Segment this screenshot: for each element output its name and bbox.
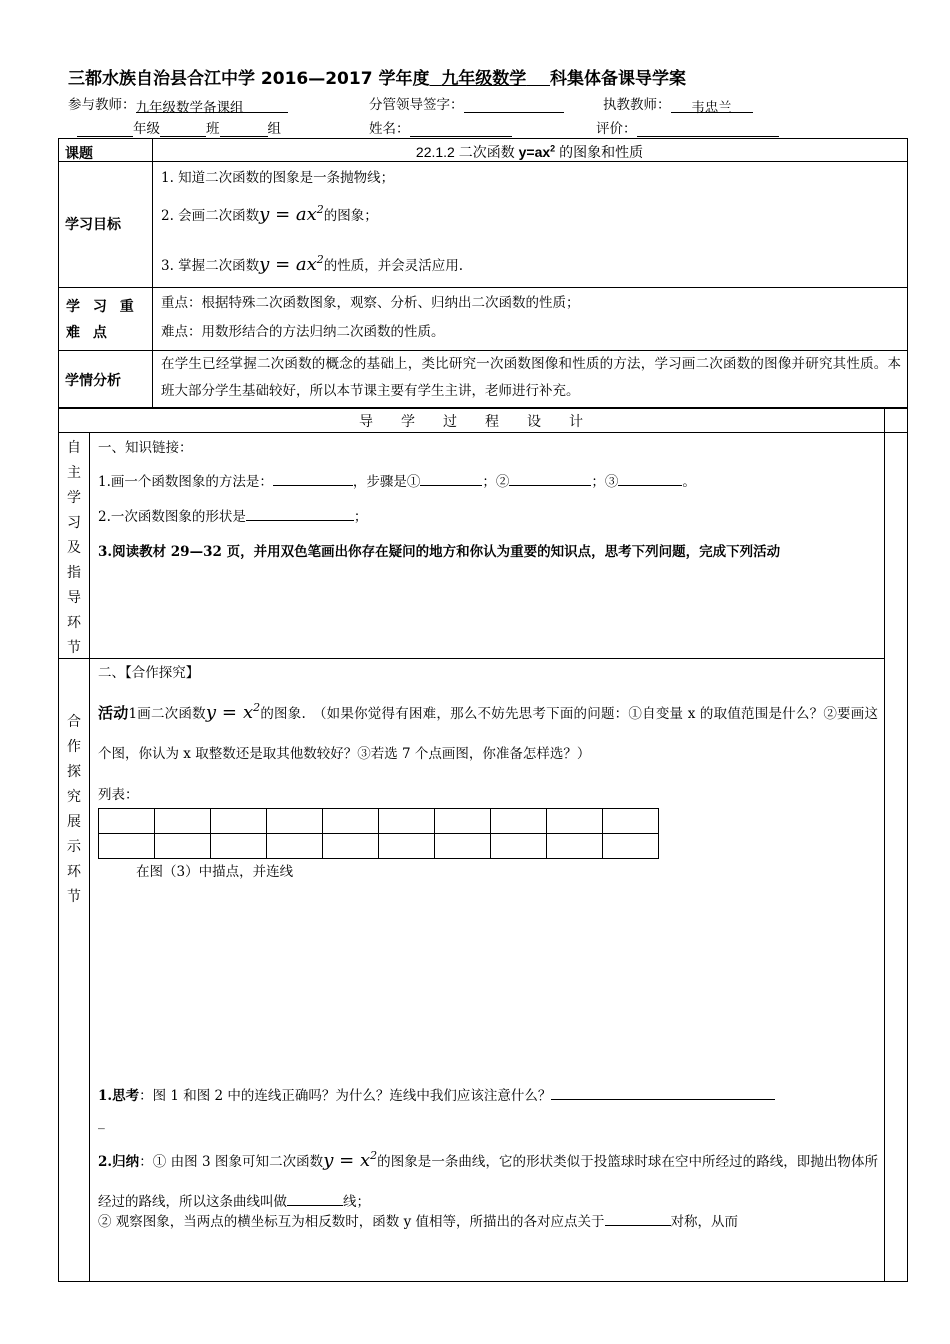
- observe: ② 观察图象，当两点的横坐标互为相反数时，函数 y 值相等，所描出的各对应点关于 对称，从而: [98, 1208, 738, 1236]
- right-margin-line: [884, 407, 885, 1281]
- keypoint-1: 重点：根据特殊二次函数图象，观察、分析、归纳出二次函数的性质；: [161, 295, 580, 311]
- table-cell[interactable]: [491, 834, 547, 859]
- goal-3: 3. 掌握二次函数$y = ax^2$的性质，并会灵活应用.: [161, 253, 464, 275]
- answer-blank[interactable]: [420, 471, 482, 486]
- topic-label: 课题: [65, 146, 93, 162]
- answer-blank[interactable]: [273, 471, 353, 486]
- table-cell[interactable]: [267, 809, 323, 834]
- name-line: 姓名：: [369, 117, 512, 137]
- row-line: [58, 287, 907, 288]
- keypoints-label: 学 习 重 难 点: [66, 299, 138, 341]
- student-info-line: 年级 班 组: [77, 117, 281, 137]
- table-cell[interactable]: [267, 834, 323, 859]
- table-cell[interactable]: [155, 809, 211, 834]
- goal-1: 1. 知道二次函数的图象是一条抛物线；: [161, 170, 395, 186]
- table-row: [99, 834, 659, 859]
- table-cell[interactable]: [603, 834, 659, 859]
- title-prefix: 三都水族自治县合江中学 2016—2017 学年度: [68, 69, 430, 89]
- instructor: 执教教师： 韦忠兰: [603, 93, 753, 113]
- table-cell[interactable]: [99, 809, 155, 834]
- list-label: 列表：: [98, 787, 139, 803]
- class-field[interactable]: [160, 120, 206, 137]
- table-cell[interactable]: [211, 809, 267, 834]
- plot-instruction: 在图（3）中描点，并连线: [136, 864, 294, 880]
- section2-title: 二、【合作探究】: [98, 665, 200, 681]
- analysis-text: 在学生已经掌握二次函数的概念的基础上，类比研究一次函数图像和性质的方法，学习画二次函数的图像并研究其性质。本班大部分学生基础较好，所以本节课主要有学生主讲，老师进行补充。: [161, 356, 901, 399]
- table-cell[interactable]: [547, 834, 603, 859]
- leader-sign-field[interactable]: [464, 96, 564, 113]
- answer-blank[interactable]: [287, 1191, 343, 1206]
- instructor-value: 韦忠兰: [671, 96, 753, 113]
- table-cell[interactable]: [379, 834, 435, 859]
- formula-y-x2: $y = x^2$: [323, 1149, 378, 1171]
- table-cell[interactable]: [491, 809, 547, 834]
- evaluation-line: 评价：: [596, 117, 779, 137]
- question-2: 2.一次函数图象的形状是 ；: [98, 503, 367, 531]
- group-field[interactable]: [220, 120, 268, 137]
- evaluation-field[interactable]: [637, 120, 779, 137]
- answer-blank[interactable]: [246, 506, 354, 521]
- question-1: 1.画一个函数图象的方法是： ，步骤是① ；② ；③ 。: [98, 468, 696, 496]
- goals-label: 学习目标: [65, 217, 121, 233]
- analysis-label: 学情分析: [65, 373, 121, 389]
- document-title: [68, 64, 686, 89]
- title-subject: 九年级数学: [441, 69, 527, 89]
- table-cell[interactable]: [603, 809, 659, 834]
- formula-y-ax2: $y = ax^2$: [259, 203, 324, 225]
- summary: 2.归纳：① 由图 3 图象可知二次函数$y = x^2$的图象是一条曲线，它的形状类似于投篮球时球在空中所经过的路线，即抛出物体所经过的路线，所以这条曲线叫做 线；: [98, 1149, 878, 1210]
- teachers-value: 九年级数学备课组: [136, 96, 288, 113]
- table-cell[interactable]: [435, 834, 491, 859]
- answer-blank[interactable]: [618, 471, 682, 486]
- process-heading: 导 学 过 程 设 计: [359, 414, 583, 430]
- grade-field[interactable]: [77, 120, 133, 137]
- goal-2: 2. 会画二次函数$y = ax^2$的图象；: [161, 203, 378, 225]
- value-table: [98, 808, 659, 859]
- answer-blank[interactable]: [551, 1085, 775, 1100]
- table-cell[interactable]: [547, 809, 603, 834]
- formula-y-x2: $y = x^2$: [205, 701, 261, 723]
- activity-1: 活动1画二次函数$y = x^2$的图象. （如果你觉得有困难，那么不妨先思考下面的问题：①自变量 x 的取值范围是什么？②要画这个图，你认为 x 取整数还是取其他数较好？③若选 7 个点画图，你准备怎样选？）: [98, 701, 878, 762]
- answer-blank[interactable]: [605, 1211, 671, 1226]
- leader-sign: 分管领导签字：: [369, 93, 564, 113]
- title-suffix: 科集体备课导学案: [550, 69, 686, 89]
- teachers-line: [68, 93, 288, 116]
- think-tail: _: [98, 1114, 105, 1130]
- question-3: 3.阅读教材 29—32 页，并用双色笔画出你存在疑问的地方和你认为重要的知识点，思考下列问题，完成下列活动: [98, 544, 781, 560]
- table-cell[interactable]: [435, 809, 491, 834]
- table-cell[interactable]: [99, 834, 155, 859]
- info-table-divider: [152, 138, 153, 407]
- table-cell[interactable]: [211, 834, 267, 859]
- keypoint-2: 难点：用数形结合的方法归纳二次函数的性质。: [161, 324, 445, 340]
- section2-side-label: 合 作 探 究 展 示 环 节: [67, 714, 81, 905]
- row-line: [58, 432, 907, 433]
- think-question: 1.思考：图 1 和图 2 中的连线正确吗？为什么？连线中我们应该注意什么？: [98, 1082, 775, 1110]
- table-cell[interactable]: [323, 834, 379, 859]
- table-cell[interactable]: [379, 809, 435, 834]
- table-cell[interactable]: [323, 809, 379, 834]
- formula-y-ax2: $y = ax^2$: [259, 253, 324, 275]
- table-cell[interactable]: [155, 834, 211, 859]
- name-field[interactable]: [410, 120, 512, 137]
- answer-blank[interactable]: [509, 471, 591, 486]
- section1-title: 一、知识链接：: [98, 440, 193, 456]
- table-row: [99, 809, 659, 834]
- teachers-label: 参与教师：: [68, 97, 136, 113]
- section1-side-label: 自 主 学 习 及 指 导 环 节: [67, 440, 81, 656]
- side-column-line: [89, 432, 90, 1281]
- topic-value: 22.1.2 二次函数 $y=ax^2$ 的图象和性质: [415, 143, 644, 160]
